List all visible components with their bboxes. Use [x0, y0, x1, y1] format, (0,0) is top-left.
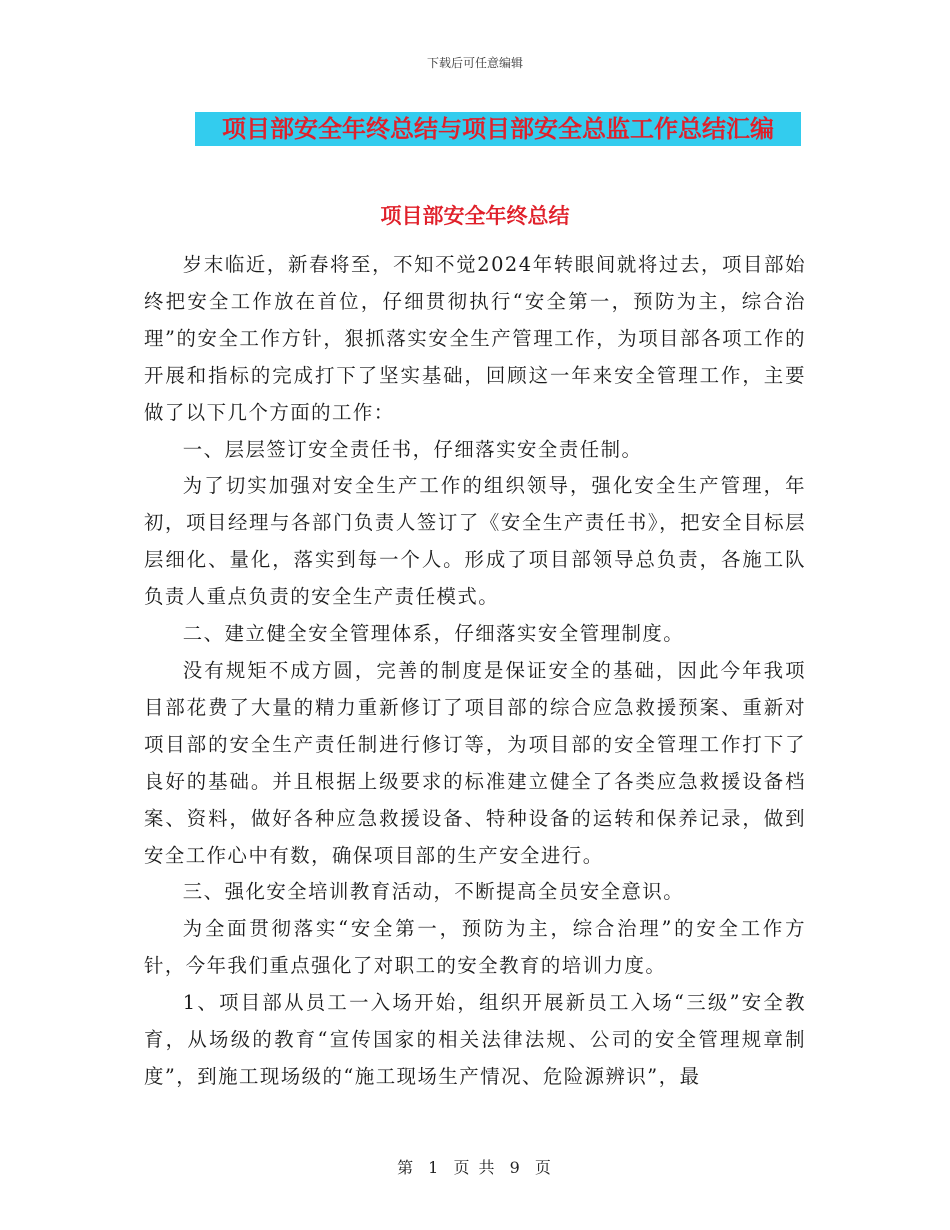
page-number-total: 9	[509, 1158, 522, 1177]
paragraph: 为了切实加强对安全生产工作的组织领导，强化安全生产管理，年初，项目经理与各部门负责人签订了《安全生产责任书》，把安全目标层层细化、量化，落实到每一个人。形成了项目部领导总负责，各施工队负责人重点负责的安全生产责任模式。	[144, 474, 806, 609]
document-body	[144, 247, 806, 1096]
main-title: 项目部安全年终总结与项目部安全总监工作总结汇编	[222, 115, 774, 143]
paragraph: 1、项目部从员工一入场开始，组织开展新员工入场“三级”安全教育，从场级的教育“宣传国家的相关法律法规、公司的安全管理规章制度”，到施工现场级的“施工现场生产情况、危险源辨识”，最	[144, 991, 806, 1088]
page-footer	[0, 1155, 950, 1178]
paragraph: 岁末临近，新春将至，不知不觉2024年转眼间就将过去，项目部始终把安全工作放在首位，仔细贯彻执行“安全第一，预防为主，综合治理”的安全工作方针，狠抓落实安全生产管理工作，为项目部各项工作的开展和指标的完成打下了坚实基础，回顾这一年来安全管理工作，主要做了以下几个方面的工作：	[144, 253, 806, 424]
section-title: 项目部安全年终总结	[380, 204, 570, 228]
section-heading: 二、建立健全安全管理体系，仔细落实安全管理制度。	[182, 622, 685, 646]
paragraph: 没有规矩不成方圆，完善的制度是保证安全的基础，因此今年我项目部花费了大量的精力重新修订了项目部的综合应急救援预案、重新对项目部的安全生产责任制进行修订等，为项目部的安全管理工作打下了良好的基础。并且根据上级要求的标准建立健全了各类应急救援设备档案、资料，做好各种应急救援设备、特种设备的运转和保养记录，做到安全工作心中有数，确保项目部的生产安全进行。	[144, 658, 806, 867]
section-heading: 一、层层签订安全责任书，仔细落实安全责任制。	[182, 437, 643, 461]
footer-prefix: 第	[397, 1158, 416, 1177]
paragraph: 为全面贯彻落实“安全第一，预防为主，综合治理”的安全工作方针，今年我们重点强化了对职工的安全教育的培训力度。	[144, 917, 806, 978]
section-heading: 三、强化安全培训教育活动，不断提高全员安全意识。	[182, 880, 685, 904]
page-number-current: 1	[428, 1158, 441, 1177]
main-title-highlight	[195, 112, 801, 146]
header-note: 下载后可任意编辑	[426, 56, 523, 70]
footer-suffix: 页	[534, 1158, 553, 1177]
footer-mid: 页 共	[453, 1158, 497, 1177]
